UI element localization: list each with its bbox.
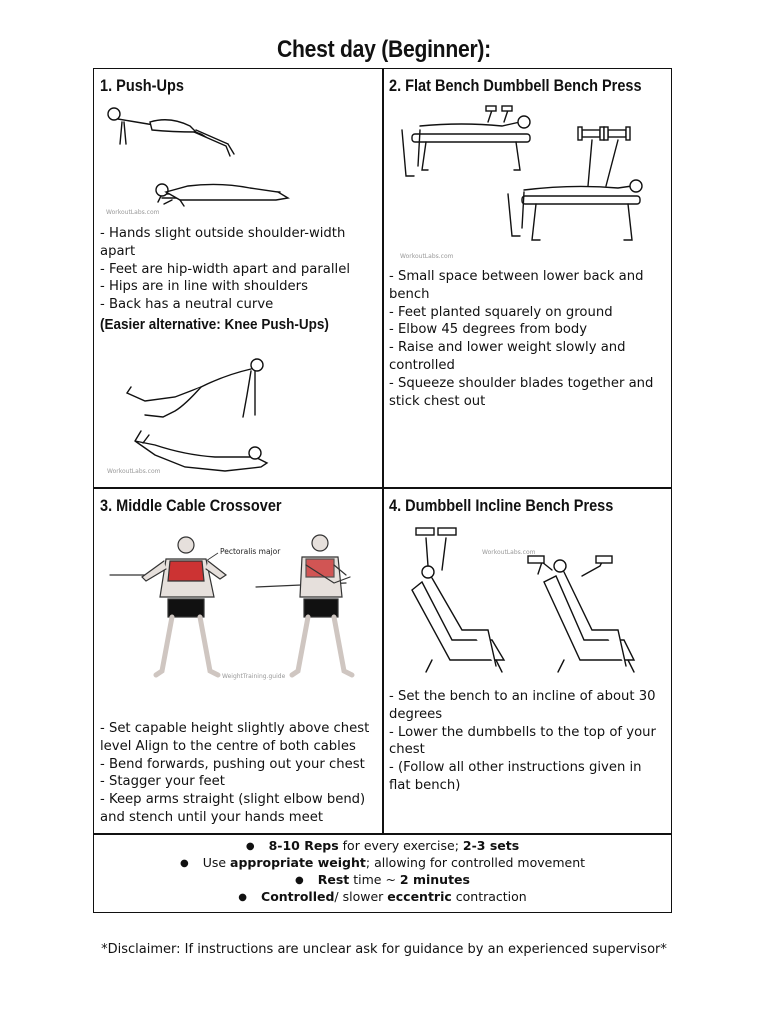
incline-bench-title: 4. Dumbbell Incline Bench Press [389,497,614,515]
bullet-icon: ● [238,892,248,903]
knee-pushup-illustration [105,345,285,480]
note-segment: Controlled [261,889,335,904]
pushup-illustration [100,100,300,220]
bullet-icon: ● [179,858,189,869]
cable-crossover-illustration [106,525,378,685]
bullet-item: - Bend forwards, pushing out your chest [100,756,365,772]
page-title: Chest day (Beginner): [277,36,491,63]
note-row [93,889,672,906]
note-segment: time ~ [349,872,400,887]
pushups-bullets [100,225,370,314]
note-segment: Use [202,855,231,870]
note-segment: ; allowing for controlled movement [365,855,586,870]
easier-alternative-label: (Easier alternative: Knee Push-Ups) [100,316,329,333]
incline-bench-bullets [389,688,667,795]
grid-divider-vertical [382,68,384,834]
note-segment: contraction [451,889,527,904]
grid-divider-notes [93,833,672,835]
pushups-title: 1. Push-Ups [100,77,184,95]
flat-bench-title: 2. Flat Bench Dumbbell Bench Press [389,77,642,95]
bullet-item: - (Follow all other instructions given in flat bench) [389,760,642,793]
bullet-item: - Keep arms straight (slight elbow bend) and stench until your hands meet [100,792,366,825]
note-row [93,855,672,872]
watermark: WorkoutLabs.com [107,468,161,475]
note-segment: for every exercise; [338,838,463,853]
cable-crossover-bullets [100,720,372,827]
watermark: WeightTraining.guide [222,673,286,680]
bullet-item: - Feet are hip-width apart and parallel [100,261,350,277]
note-segment: eccentric [387,889,452,904]
bullet-item: - Stagger your feet [100,774,225,790]
note-row [93,838,672,855]
bullet-item: - Small space between lower back and bench [389,269,644,302]
flat-bench-bullets [389,268,664,410]
note-segment: Rest [317,872,350,887]
bullet-item: - Feet planted squarely on ground [389,304,613,320]
grid-divider-middle [93,487,672,489]
bullet-item: - Squeeze shoulder blades together and stick chest out [389,375,654,409]
watermark: WorkoutLabs.com [106,209,160,216]
bullet-item: - Hands slight outside shoulder-width apart [100,226,346,259]
note-segment: 2-3 sets [462,838,520,853]
disclaimer: *Disclaimer: If instructions are unclear ask for guidance by an experienced supervisor* [101,942,667,957]
flat-bench-press-illustration [392,100,664,265]
pectoralis-label: Pectoralis major [220,547,281,556]
cable-crossover-title: 3. Middle Cable Crossover [100,497,282,515]
note-segment: / slower [334,889,388,904]
bullet-item: - Raise and lower weight slowly and controlled [389,340,626,373]
note-segment: 8-10 Reps [268,838,339,853]
bullet-item: - Lower the dumbbells to the top of your chest [389,724,656,758]
general-notes [93,838,672,906]
bullet-item: - Set capable height slightly above chest level Align to the centre of both cables [100,721,370,754]
note-segment: appropriate weight [230,855,366,870]
watermark: WorkoutLabs.com [482,549,536,556]
incline-bench-press-illustration [392,520,664,680]
bullet-item: - Hips are in line with shoulders [100,279,308,295]
bullet-item: - Elbow 45 degrees from body [389,322,588,338]
note-row [93,872,672,889]
watermark: WorkoutLabs.com [400,253,454,260]
bullet-item: - Back has a neutral curve [100,297,274,313]
bullet-item: - Set the bench to an incline of about 30 degrees [389,689,656,722]
bullet-icon: ● [295,875,304,886]
note-segment: 2 minutes [399,872,470,887]
bullet-icon: ● [245,841,255,852]
